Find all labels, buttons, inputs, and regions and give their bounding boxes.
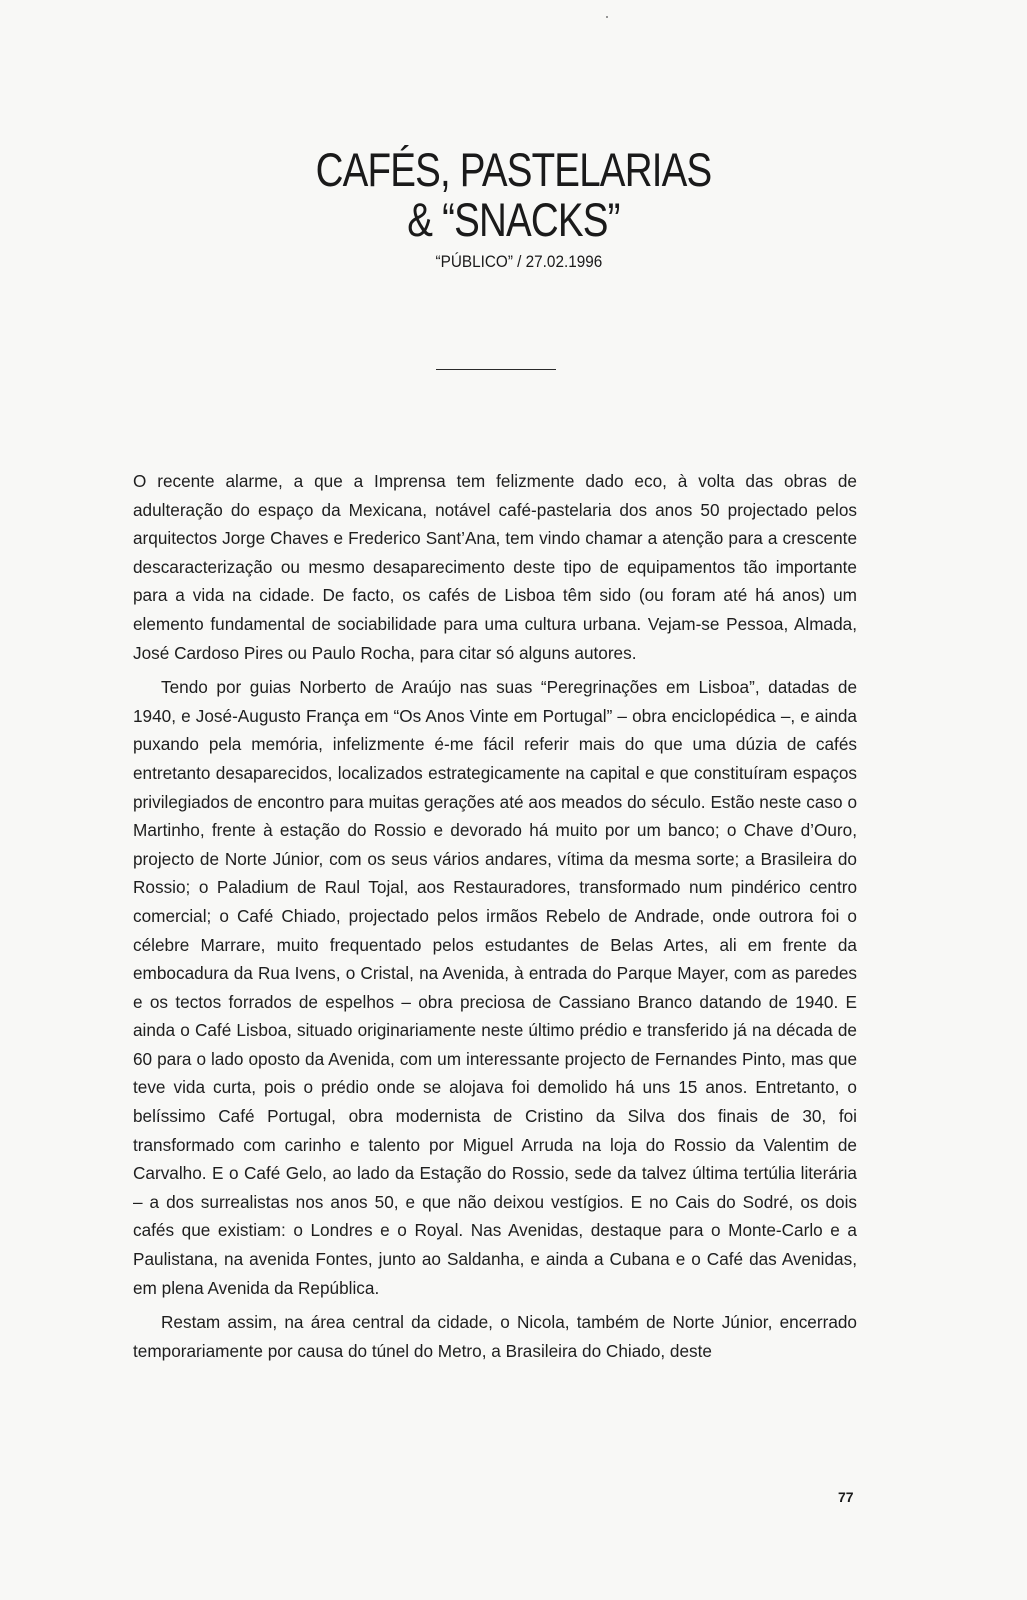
scan-speck — [606, 16, 608, 18]
paragraph-3: Restam assim, na área central da cidade, o Nicola, também de Norte Júnior, encerrado temporariamente por causa do túnel do Metro, a Brasileira do Chiado, deste — [133, 1312, 857, 1361]
title-divider — [436, 369, 556, 370]
article-source-date: “PÚBLICO” / 27.02.1996 — [435, 252, 603, 271]
article-body — [133, 467, 857, 1371]
article-title-line-1: CAFÉS, PASTELARIAS — [315, 143, 712, 196]
article-header — [0, 145, 1027, 273]
article-title-line-2: & “SNACKS” — [407, 193, 620, 246]
paragraph-2: Tendo por guias Norberto de Araújo nas suas “Peregrinações em Lisboa”, datadas de 1940, e José-Augusto França em “Os Anos Vinte em Portugal” – obra enciclopédica –, e ainda puxando pela memória, infelizmente é-me fácil referir mais do que uma dúzia de cafés entretanto desaparecidos, localizados estrategicamente na capital e que constituíram espaços privilegiados de encontro para muitas gerações até aos meados do século. Estão neste caso o Martinho, frente à estação do Rossio e devorado há muito por um banco; o Chave d’Ouro, projecto de Norte Júnior, com os seus vários andares, vítima da mesma sorte; a Brasileira do Rossio; o Paladium de Raul Tojal, aos Restauradores, transformado num pindérico centro comercial; o Café Chiado, projectado pelos irmãos Rebelo de Andrade, onde outrora foi o célebre Marrare, muito frequentado pelos estudantes de Belas Artes, ali em frente da embocadura da Rua Ivens, o Cristal, na Avenida, à entrada do Parque Mayer, com as paredes e os tectos forrados de espelhos – obra preciosa de Cassiano Branco datando de 1940. E ainda o Café Lisboa, situado originariamente neste último prédio e transferido já na década de 60 para o lado oposto da Avenida, com um interessante projecto de Fernandes Pinto, mas que teve vida curta, pois o prédio onde se alojava foi demolido há uns 15 anos. Entretanto, o belíssimo Café Portugal, obra modernista de Cristino da Silva dos finais de 30, foi transformado com carinho e talento por Miguel Arruda na loja do Rossio da Valentim de Carvalho. E o Café Gelo, ao lado da Estação do Rossio, sede da talvez última tertúlia literária – a dos surrealistas nos anos 50, e que não deixou vestígios. E no Cais do Sodré, os dois cafés que existiam: o Londres e o Royal. Nas Avenidas, destaque para o Monte-Carlo e a Paulistana, na avenida Fontes, junto ao Saldanha, e ainda a Cubana e o Café das Avenidas, em plena Avenida da República. — [133, 677, 857, 1298]
paragraph-1: O recente alarme, a que a Imprensa tem felizmente dado eco, à volta das obras de adulteração do espaço da Mexicana, notável café-pastelaria dos anos 50 projectado pelos arquitectos Jorge Chaves e Frederico Sant’Ana, tem vindo chamar a atenção para a crescente descaracterização ou mesmo desaparecimento deste tipo de equipamentos tão importante para a vida na cidade. De facto, os cafés de Lisboa têm sido (ou foram até há anos) um elemento fundamental de sociabilidade para uma cultura urbana. Vejam-se Pessoa, Almada, José Cardoso Pires ou Paulo Rocha, para citar só alguns autores. — [133, 471, 857, 663]
page-number: 77 — [838, 1489, 854, 1505]
